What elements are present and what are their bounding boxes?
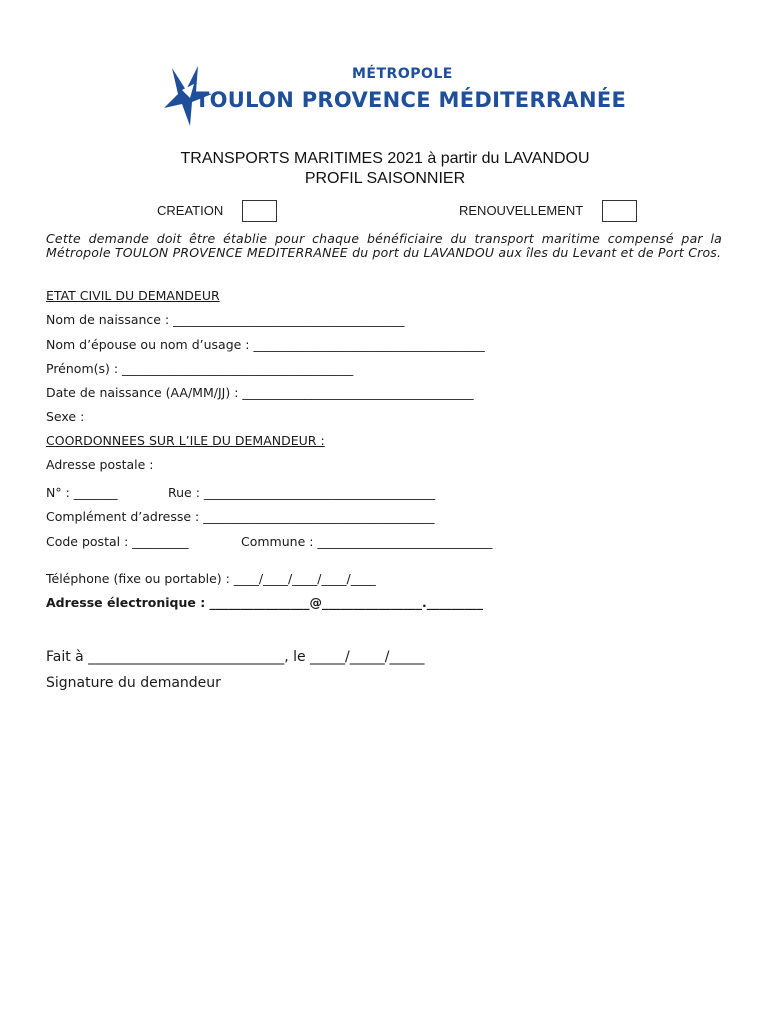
document-subtitle: PROFIL SAISONNIER <box>304 170 466 187</box>
commune-field[interactable]: Commune : ____________________________ <box>241 534 493 549</box>
etat-civil-heading: ETAT CIVIL DU DEMANDEUR <box>46 288 220 303</box>
telephone-field[interactable]: Téléphone (fixe ou portable) : ____/____/____/____/____ <box>46 571 376 586</box>
adresse-postale-label: Adresse postale : <box>46 457 154 472</box>
numero-field[interactable]: N° : _______ <box>46 485 118 500</box>
prenom-field[interactable]: Prénom(s) : _____________________________________ <box>46 361 354 376</box>
logo-brand-text: TOULON PROVENCE MÉDITERRANÉE <box>195 88 627 112</box>
signature-label: Signature du demandeur <box>46 675 221 691</box>
nom-epouse-field[interactable]: Nom d’épouse ou nom d’usage : _____________________________________ <box>46 337 485 352</box>
nom-naissance-field[interactable]: Nom de naissance : _____________________________________ <box>46 312 405 327</box>
sexe-field[interactable]: Sexe : <box>46 409 85 424</box>
creation-label: CREATION <box>157 203 224 218</box>
intro-paragraph: Cette demande doit être établie pour chaque bénéficiaire du transport maritime compensé par la Métropole TOULON PROVENCE MEDITERRANEE du port du LAVANDOU aux îles du Levant et de Port Cros. <box>46 231 722 260</box>
complement-adresse-field[interactable]: Complément d’adresse : _____________________________________ <box>46 509 435 524</box>
document-title: TRANSPORTS MARITIMES 2021 à partir du LAVANDOU <box>180 150 590 167</box>
creation-checkbox[interactable] <box>242 200 277 222</box>
logo-metropole-text: MÉTROPOLE <box>352 66 453 82</box>
renouvellement-label: RENOUVELLEMENT <box>459 203 584 218</box>
rue-field[interactable]: Rue : _____________________________________ <box>168 485 436 500</box>
email-field[interactable]: Adresse électronique : ________________@________________._________ <box>46 595 484 610</box>
renouvellement-checkbox[interactable] <box>602 200 637 222</box>
fait-a-field[interactable]: Fait à ____________________________, le _____/_____/_____ <box>46 649 425 665</box>
code-postal-field[interactable]: Code postal : _________ <box>46 534 189 549</box>
coordonnees-heading: COORDONNEES SUR L’ILE DU DEMANDEUR : <box>46 433 325 448</box>
date-naissance-field[interactable]: Date de naissance (AA/MM/JJ) : _____________________________________ <box>46 385 474 400</box>
